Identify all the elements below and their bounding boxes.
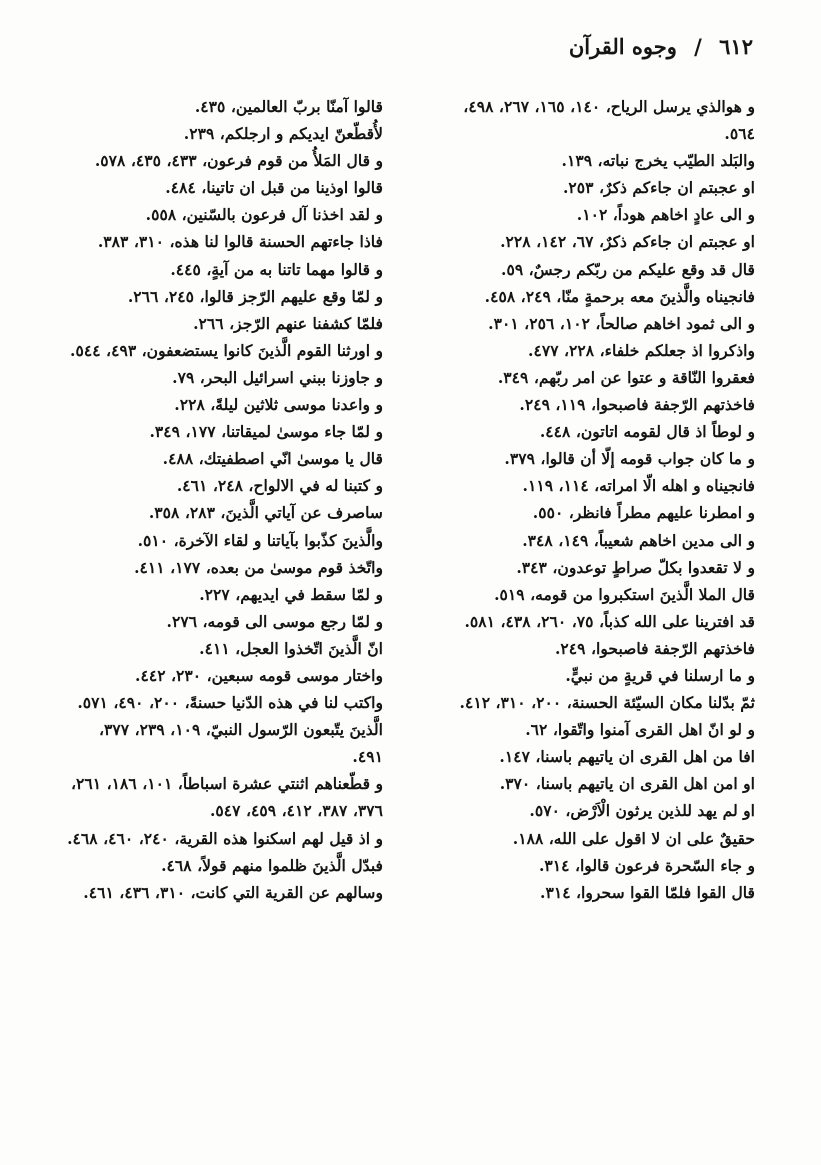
index-entry: قد افترينا على الله كذباً، ٧٥، ٢٦٠، ٤٣٨، ٥٨١. <box>464 611 755 631</box>
index-entry: الَّذينَ يتّبعون الرّسول النبيّ، ١٠٩، ٢٣٩، ٣٧٧، <box>98 720 383 740</box>
index-entry: والبَلد الطيّب يخرج نباته، ١٣٩. <box>561 151 755 171</box>
index-entry: واذكروا اذ جعلكم خلفاء، ٢٢٨، ٤٧٧. <box>528 340 755 360</box>
index-entry: و واعدنا موسى ثلاثين ليلةً، ٢٢٨. <box>174 395 383 415</box>
index-entry: و لو انّ اهل القرى آمنوا واتّقوا، ٦٢. <box>525 720 755 740</box>
index-entry: و لوطاً اذ قال لقومه اتاتون، ٤٤٨. <box>539 422 755 442</box>
index-entry: او امن اهل القرى ان ياتيهم باسنا، ٣٧٠. <box>499 774 755 794</box>
index-entry: و لمّا جاء موسىٰ لميقاتنا، ١٧٧، ٣٤٩. <box>149 422 383 442</box>
index-entry: و الى عادٍ اخاهم هوداً، ١٠٢. <box>576 205 755 225</box>
running-header <box>569 34 753 59</box>
index-entry: و قال المَلأُ من قوم فرعون، ٤٣٣، ٤٣٥، ٥٧٨. <box>94 151 383 171</box>
index-entry: فاخذتهم الرّجفة فاصبحوا، ٢٤٩. <box>554 638 755 658</box>
index-entry: واتّخذ قوم موسىٰ من بعده، ١٧٧، ٤١١. <box>134 557 383 577</box>
index-entry: و هوالذي يرسل الرياح، ١٤٠، ١٦٥، ٢٦٧، ٤٩٨، <box>463 97 755 116</box>
index-entry: واكتب لنا في هذه الدّنيا حسنةً، ٢٠٠، ٤٩٠، ٥٧١. <box>77 693 383 713</box>
index-entry: واختار موسى قومه سبعين، ٢٣٠، ٤٤٢. <box>135 665 383 685</box>
index-entry: و اورثنا القوم الَّذينَ كانوا يستضعفون، ٤٩٣، ٥٤٤. <box>70 340 383 360</box>
index-entry: و قطّعناهم اثنتي عشرة اسباطاً، ١٠١، ١٨٦، ٢٦١، <box>70 774 383 794</box>
header-separator: / <box>694 34 702 59</box>
index-entry: و جاوزنا ببني اسرائيل البحر، ٧٩. <box>172 367 383 387</box>
index-entry: حقيقٌ على ان لا اقول على الله، ١٨٨. <box>512 828 755 848</box>
index-entry: و الى ثمود اخاهم صالحاً، ١٠٢، ٢٥٦، ٣٠١. <box>488 313 755 333</box>
index-entry: و امطرنا عليهم مطراً فانظر، ٥٥٠. <box>532 503 755 523</box>
index-entry: ٥٦٤. <box>724 124 755 144</box>
index-entry: وسالهم عن القرية التي كانت، ٣١٠، ٤٣٦، ٤٦١. <box>83 882 383 902</box>
index-entry: ٤٩١. <box>352 747 383 767</box>
index-entry: قال قد وقع عليكم من ربّكم رجسٌ، ٥٩. <box>501 259 755 279</box>
index-entry: فبدّل الَّذينَ ظلموا منهم قولاً، ٤٦٨. <box>161 855 383 875</box>
index-entry: او عجبتم ان جاءكم ذكرٌ، ٢٥٣. <box>562 178 755 198</box>
page-number: ٦١٢ <box>719 34 753 59</box>
index-entry: انّ الَّذينَ اتّخذوا العجل، ٤١١. <box>199 638 383 658</box>
index-entry: فانجيناه و اهله الّا امراته، ١١٤، ١١٩. <box>522 476 755 496</box>
index-entry: و اذ قيل لهم اسكنوا هذه القرية، ٢٤٠، ٤٦٠، ٤٦٨. <box>67 828 383 848</box>
index-entry: ساصرف عن آياتي الَّذينَ، ٢٨٣، ٣٥٨. <box>148 503 383 523</box>
right-column <box>385 93 755 906</box>
index-entry: ثمّ بدّلنا مكان السيّئة الحسنة، ٢٠٠، ٣١٠، ٤١٢. <box>459 693 755 713</box>
index-entry: لأُقطّعنّ ايديكم و ارجلكم، ٢٣٩. <box>183 124 383 144</box>
index-entry: و ما كان جواب قومه إلّا أن قالوا، ٣٧٩. <box>504 449 755 469</box>
index-entry: قال الملا الَّذينَ استكبروا من قومه، ٥١٩. <box>494 584 755 604</box>
index-entry: و لا تقعدوا بكلّ صراطٍ توعدون، ٣٤٣. <box>516 557 755 577</box>
book-title: وجوه القرآن <box>568 34 677 59</box>
index-entry: قال القوا فلمّا القوا سحروا، ٣١٤. <box>540 882 755 902</box>
index-entry: فاذا جاءتهم الحسنة قالوا لنا هذه، ٣١٠، ٣٨٣. <box>97 232 383 252</box>
index-entry: او عجبتم ان جاءكم ذكرٌ، ٦٧، ١٤٢، ٢٢٨. <box>500 232 755 252</box>
index-entry: قالوا آمنّا بربّ العالمين، ٤٣٥. <box>194 97 383 116</box>
index-entry: و جاء السّحرة فرعون قالوا، ٣١٤. <box>538 855 755 875</box>
left-column <box>13 93 383 906</box>
index-entry: قال يا موسىٰ انّي اصطفيتك، ٤٨٨. <box>162 449 383 469</box>
index-entry: و كتبنا له في الالواح، ٢٤٨، ٤٦١. <box>176 476 383 496</box>
index-entry: ٣٧٦، ٣٨٧، ٤١٢، ٤٥٩، ٥٤٧. <box>209 801 383 821</box>
index-entry: و لمّا وقع عليهم الرّجز قالوا، ٢٤٥، ٢٦٦. <box>127 286 383 306</box>
index-entry: و لمّا رجع موسى الى قومه، ٢٧٦. <box>166 611 383 631</box>
index-entry: فلمّا كشفنا عنهم الرّجز، ٢٦٦. <box>193 313 383 333</box>
index-entry: فعقروا النّاقة و عتوا عن امر ربّهم، ٣٤٩. <box>497 367 755 387</box>
index-entry: و الى مدين اخاهم شعيباً، ١٤٩، ٣٤٨. <box>522 530 755 550</box>
index-entry: او لم يهد للذين يرثون الْاَرْض، ٥٧٠. <box>529 801 755 821</box>
index-entry: و لمّا سقط في ايديهم، ٢٢٧. <box>199 584 383 604</box>
index-entry: و ما ارسلنا في قريةٍ من نبيٍّ. <box>565 665 755 685</box>
index-entry: و قالوا مهما تاتنا به من آيةٍ، ٤٤٥. <box>170 259 383 279</box>
index-entry: قالوا اوذينا من قبل ان تاتينا، ٤٨٤. <box>165 178 383 198</box>
index-entry: فاخذتهم الرّجفة فاصبحوا، ١١٩، ٢٤٩. <box>519 395 755 415</box>
index-entry: و لقد اخذنا آل فرعون بالسّنين، ٥٥٨. <box>145 205 383 225</box>
index-entry: فانجيناه والَّذينَ معه برحمةٍ منّا، ٢٤٩، ٤٥٨. <box>484 286 755 306</box>
index-entry: افا من اهل القرى ان ياتيهم باسنا، ١٤٧. <box>499 747 755 767</box>
index-entry: والَّذينَ كذّبوا بآياتنا و لقاء الآخرة، ٥١٠. <box>137 530 383 550</box>
